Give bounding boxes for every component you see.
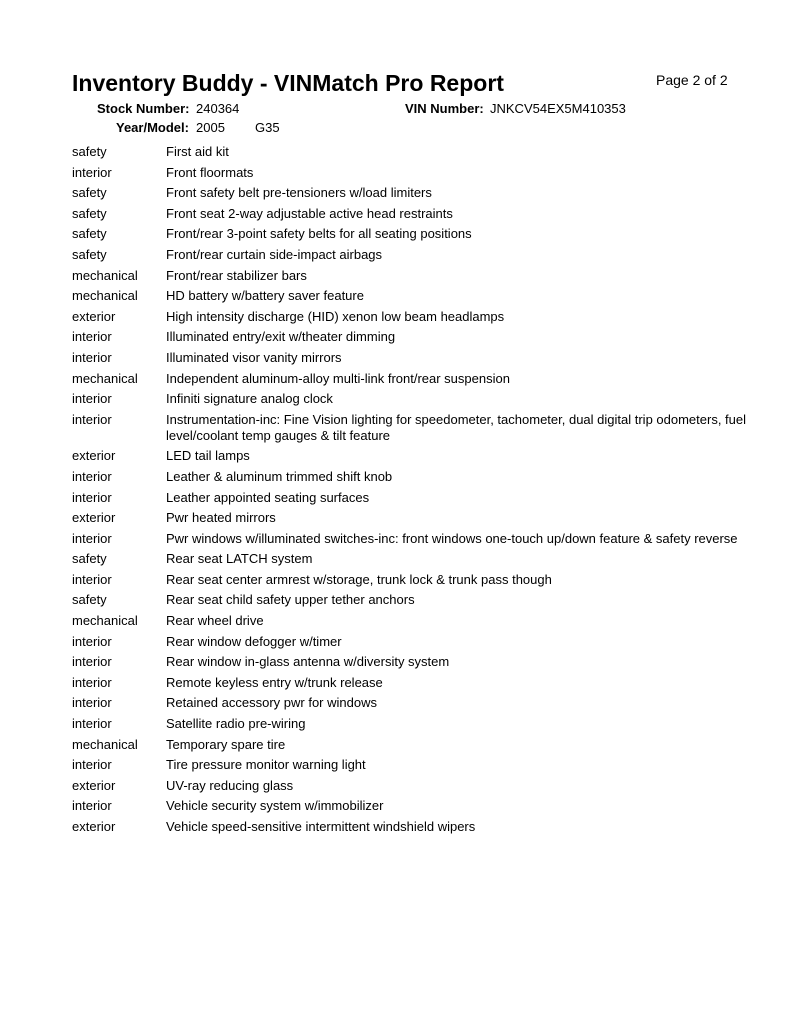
option-category: interior xyxy=(72,349,112,365)
option-row xyxy=(72,490,752,506)
option-category: safety xyxy=(72,205,107,221)
option-description: Front/rear curtain side-impact airbags xyxy=(166,246,383,262)
option-row xyxy=(72,391,752,407)
option-row xyxy=(72,613,752,629)
option-description: Illuminated entry/exit w/theater dimming xyxy=(166,329,396,345)
option-description: Satellite radio pre-wiring xyxy=(166,716,306,732)
option-category: mechanical xyxy=(72,736,138,752)
option-row xyxy=(72,350,752,366)
option-row xyxy=(72,737,752,753)
options-list xyxy=(72,144,752,840)
option-category: safety xyxy=(72,144,107,159)
option-category: interior xyxy=(72,674,112,690)
option-row xyxy=(72,716,752,732)
option-row xyxy=(72,448,752,464)
vin-number-value: JNKCV54EX5M410353 xyxy=(490,101,626,116)
option-description: Rear wheel drive xyxy=(166,613,264,629)
option-description: UV-ray reducing glass xyxy=(166,777,294,793)
option-row xyxy=(72,551,752,567)
option-description: Temporary spare tire xyxy=(166,736,286,752)
option-category: safety xyxy=(72,226,107,242)
page-number: Page 2 of 2 xyxy=(656,72,728,88)
option-description: Rear seat child safety upper tether anchors xyxy=(166,592,415,608)
option-description: Independent aluminum-alloy multi-link front/rear suspension xyxy=(166,370,510,386)
option-description: Front floormats xyxy=(166,164,254,180)
option-category: interior xyxy=(72,757,112,773)
option-description: Rear window in-glass antenna w/diversity system xyxy=(166,654,450,670)
option-category: interior xyxy=(72,489,112,505)
option-category: mechanical xyxy=(72,267,138,283)
option-category: interior xyxy=(72,468,112,484)
option-category: exterior xyxy=(72,510,116,526)
option-row xyxy=(72,288,752,304)
option-row xyxy=(72,531,752,547)
option-description: Rear seat LATCH system xyxy=(166,551,313,567)
option-row xyxy=(72,329,752,345)
option-category: interior xyxy=(72,530,112,546)
option-category: mechanical xyxy=(72,288,138,304)
option-category: mechanical xyxy=(72,370,138,386)
option-category: safety xyxy=(72,592,107,608)
stock-number-value: 240364 xyxy=(196,101,240,116)
option-description: Pwr heated mirrors xyxy=(166,510,276,526)
option-description: Illuminated visor vanity mirrors xyxy=(166,349,342,365)
option-description: High intensity discharge (HID) xenon low beam headlamps xyxy=(166,308,505,324)
option-row xyxy=(72,572,752,588)
option-description: LED tail lamps xyxy=(166,448,250,464)
option-row xyxy=(72,268,752,284)
option-row xyxy=(72,412,752,444)
option-row xyxy=(72,510,752,526)
option-row xyxy=(72,695,752,711)
option-category: safety xyxy=(72,246,107,262)
option-description: Front/rear stabilizer bars xyxy=(166,267,307,283)
option-category: interior xyxy=(72,411,112,427)
option-row xyxy=(72,634,752,650)
option-description: Remote keyless entry w/trunk release xyxy=(166,674,383,690)
year-value: 2005 xyxy=(196,120,225,135)
option-category: safety xyxy=(72,551,107,567)
option-category: interior xyxy=(72,716,112,732)
model-value: G35 xyxy=(255,120,280,135)
option-description: Front seat 2-way adjustable active head restraints xyxy=(166,205,453,221)
option-row xyxy=(72,819,752,835)
option-row xyxy=(72,654,752,670)
option-row xyxy=(72,165,752,181)
option-category: safety xyxy=(72,185,107,201)
option-row xyxy=(72,371,752,387)
option-category: interior xyxy=(72,391,112,407)
option-row xyxy=(72,144,752,160)
option-description: Infiniti signature analog clock xyxy=(166,391,333,407)
option-description: Front/rear 3-point safety belts for all seating positions xyxy=(166,226,472,242)
option-category: interior xyxy=(72,633,112,649)
vin-number-label: VIN Number: xyxy=(405,101,484,116)
option-category: interior xyxy=(72,798,112,814)
option-description: Retained accessory pwr for windows xyxy=(166,695,377,711)
option-row xyxy=(72,469,752,485)
option-row xyxy=(72,778,752,794)
year-model-label: Year/Model: xyxy=(116,120,189,135)
option-description: HD battery w/battery saver feature xyxy=(166,288,364,304)
option-category: interior xyxy=(72,654,112,670)
option-category: exterior xyxy=(72,777,116,793)
report-title: Inventory Buddy - VINMatch Pro Report xyxy=(72,70,504,96)
option-category: exterior xyxy=(72,819,116,834)
option-row xyxy=(72,309,752,325)
option-row xyxy=(72,206,752,222)
stock-number-label: Stock Number: xyxy=(97,101,190,116)
option-description: Vehicle security system w/immobilizer xyxy=(166,798,384,814)
option-description: Rear seat center armrest w/storage, trunk lock & trunk pass though xyxy=(166,571,552,587)
option-category: interior xyxy=(72,695,112,711)
option-description: Leather appointed seating surfaces xyxy=(166,489,370,505)
option-row xyxy=(72,798,752,814)
option-row xyxy=(72,592,752,608)
option-category: exterior xyxy=(72,308,116,324)
option-description: Front safety belt pre-tensioners w/load limiters xyxy=(166,185,432,201)
option-category: interior xyxy=(72,329,112,345)
option-description: First aid kit xyxy=(166,144,229,159)
option-description: Leather & aluminum trimmed shift knob xyxy=(166,468,393,484)
option-category: interior xyxy=(72,164,112,180)
option-row xyxy=(72,675,752,691)
option-category: mechanical xyxy=(72,613,138,629)
option-description: Rear window defogger w/timer xyxy=(166,633,342,649)
option-row xyxy=(72,226,752,242)
option-description: Tire pressure monitor warning light xyxy=(166,757,366,773)
option-description: Pwr windows w/illuminated switches-inc: front windows one-touch up/down feature & safety reverse xyxy=(166,530,738,546)
option-description: Vehicle speed-sensitive intermittent windshield wipers xyxy=(166,819,476,834)
option-row xyxy=(72,757,752,773)
option-row xyxy=(72,247,752,263)
option-category: exterior xyxy=(72,448,116,464)
option-category: interior xyxy=(72,571,112,587)
option-row xyxy=(72,185,752,201)
option-description: Instrumentation-inc: Fine Vision lighting for speedometer, tachometer, dual digital trip odometers, fuel level/coolant temp gauges & tilt feature xyxy=(166,411,747,443)
